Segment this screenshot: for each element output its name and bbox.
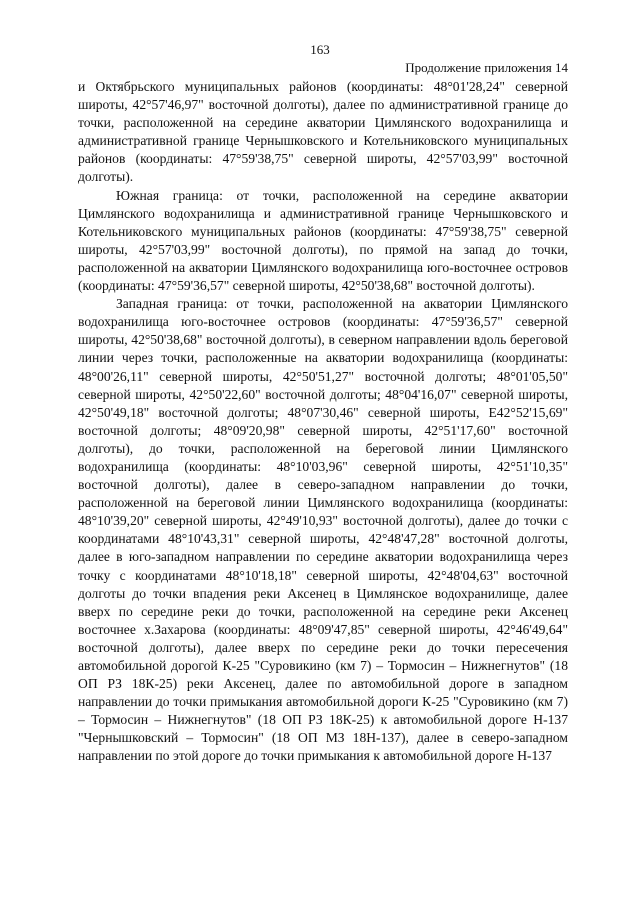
- paragraph-continuation: и Октябрьского муниципальных районов (координаты: 48°01'28,24" северной широты, 42°57'46,97" восточной долготы), далее по административной границе до точки, расположенной на середине акватории Цимлянского водохранилища и административной границе Чернышковского и Котельниковского муниципальных районов (координаты: 47°59'38,75" северной широты, 42°57'03,99" восточной долготы).: [78, 79, 568, 185]
- page-number: 163: [310, 42, 330, 57]
- running-head: Продолжение приложения 14: [405, 60, 568, 75]
- paragraph-western-border: Западная граница: от точки, расположенной на акватории Цимлянского водохранилища юго-восточнее островов (координаты: 47°59'36,57" северной широты, 42°50'38,68" восточной долготы), в северном направлении вдоль береговой линии через точки, расположенные на акватории водохранилища (координаты: 48°00'26,11" северной широты, 42°50'51,27" восточной долготы; 48°01'05,50" северной широты, 42°50'22,60" восточной долготы; 48°04'16,07" северной широты, 42°50'49,18" восточной долготы; 48°07'30,46" северной широты, Е42°52'15,69" восточной долготы; 48°09'20,98" северной широты, 42°51'17,60" восточной долготы), до точки, расположенной на береговой линии Цимлянского водохранилища (координаты: 48°10'03,96" северной широты, 42°51'10,35" восточной долготы), далее в северо-западном направлении до точки, расположенной на береговой линии Цимлянского водохранилища (координаты: 48°10'39,20" северной широты, 42°49'10,93" восточной долготы), далее до точки с координатами 48°10'43,31" северной широты, 42°48'47,28" восточной долготы, далее в юго-западном направлении по середине акватории водохранилища через точку с координатами 48°10'18,18" северной широты, 42°48'04,63" восточной долготы до точки впадения реки Аксенец в Цимлянское водохранилище, далее вверх по середине реки до точки, расположенной на середине реки Аксенец восточнее х.Захарова (координаты: 48°09'47,85" северной широты, 42°46'49,64" восточной долготы), далее вверх по середине реки до точки пересечения автомобильной дорогой К-25 "Суровикино (км 7) – Тормосин – Нижнегнутов" (18 ОП РЗ 18К-25) реки Аксенец, далее по автомобильной дороге в западном направлении до точки примыкания автомобильной дороги К-25 "Суровикино (км 7) – Тормосин – Нижнегнутов" (18 ОП РЗ 18К-25) к автомобильной дороге Н-137 "Чернышковский – Тормосин" (18 ОП МЗ 18Н-137), далее в северо-западном направлении по этой дороге до точки примыкания к автомобильной дороге Н-137: [78, 296, 568, 764]
- body-text: [78, 78, 568, 766]
- paragraph-southern-border: Южная граница: от точки, расположенной на середине акватории Цимлянского водохранилища и административной границе Чернышковского и Котельниковского муниципальных районов (координаты: 47°59'38,75" северной широты, 42°57'03,99" восточной долготы), по прямой на запад до точки, расположенной на акватории Цимлянского водохранилища юго-восточнее островов (координаты: 47°59'36,57" северной широты, 42°50'38,68" восточной долготы).: [78, 187, 568, 294]
